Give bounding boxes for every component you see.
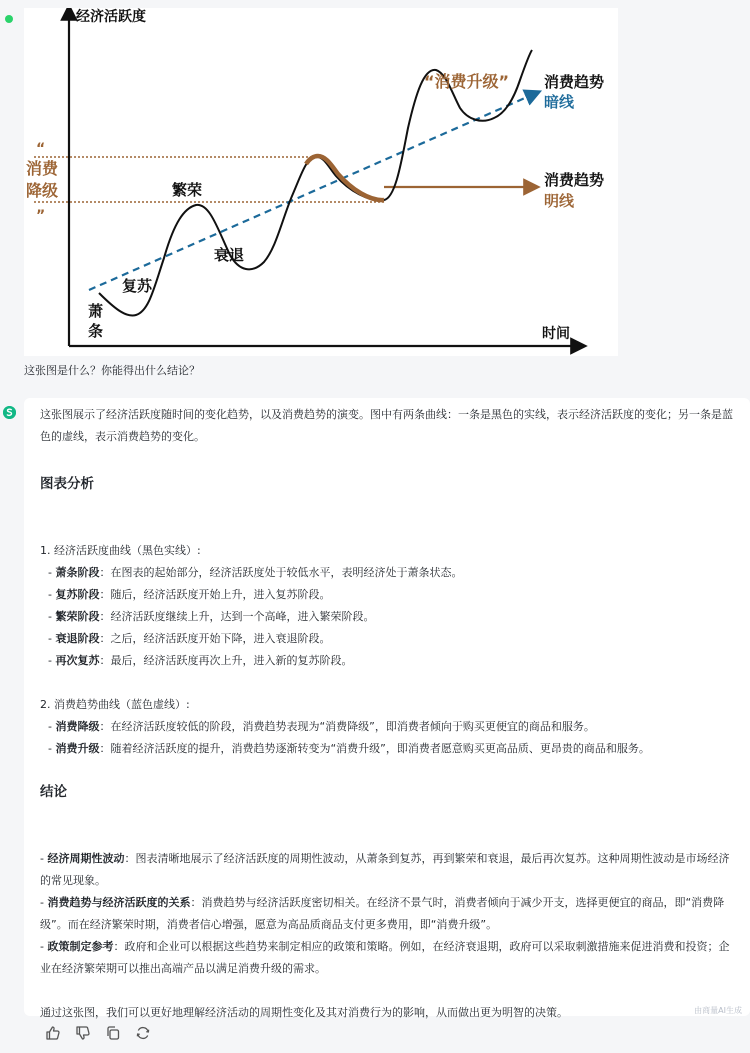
- user-indicator-dot: [5, 15, 13, 23]
- bright-trend-title: 消费趋势: [544, 171, 605, 189]
- conclusion-list: [40, 848, 736, 980]
- stage-recession-label: 衰退: [214, 246, 245, 264]
- stage-prosperity-label: 繁荣: [172, 181, 203, 199]
- list-item: - 政策制定参考：政府和企业可以根据这些趋势来制定相应的政策和策略。例如，在经济衰退期，政府可以采取刺激措施来促进消费和投资；企业在经济繁荣期可以推出高端产品以满足消费升级的需求。: [40, 940, 730, 975]
- list-item: - 萧条阶段：在图表的起始部分，经济活跃度处于较低水平，表明经济处于萧条状态。: [48, 566, 463, 579]
- item1-title: 1. 经济活跃度曲线（黑色实线）:: [40, 544, 201, 557]
- analysis-heading: 图表分析: [40, 476, 94, 492]
- item1-bullet-list: [40, 562, 736, 672]
- copy-icon[interactable]: [104, 1024, 122, 1042]
- ai-generated-watermark: 由商量AI生成: [694, 1006, 742, 1015]
- stage-depression-label-2: 条: [88, 322, 104, 340]
- dark-trend-title: 消费趋势: [544, 73, 605, 91]
- list-item: - 衰退阶段：之后，经济活跃度开始下降，进入衰退阶段。: [48, 632, 331, 645]
- regenerate-icon[interactable]: [134, 1024, 152, 1042]
- list-item: - 再次复苏：最后，经济活跃度再次上升，进入新的复苏阶段。: [48, 654, 353, 667]
- y-axis-label: 经济活跃度: [76, 9, 146, 25]
- list-item: - 复苏阶段：随后，经济活跃度开始上升，进入复苏阶段。: [48, 588, 331, 601]
- dark-trend-line: [89, 94, 534, 290]
- item2-bullet-list: [40, 716, 736, 760]
- downgrade-label-open-quote: “: [36, 141, 46, 157]
- x-axis-label: 时间: [542, 326, 570, 342]
- downgrade-label-line2: 降级: [26, 181, 59, 200]
- bright-trend-subtitle: 明线: [544, 192, 575, 210]
- list-item: - 消费趋势与经济活跃度的关系：消费趋势与经济活跃度密切相关。在经济不景气时，消费者倾向于减少开支，选择更便宜的商品，即“消费降级”。而在经济繁荣时期，消费者信心增强，愿意为高品质商品支付更多费用，即“消费升级”。: [40, 896, 725, 931]
- stage-recovery-label: 复苏: [122, 277, 153, 295]
- thumbs-up-icon[interactable]: [44, 1024, 62, 1042]
- economic-cycle-chart: [24, 8, 618, 356]
- upgrade-label: “消费升级”: [424, 72, 510, 91]
- downgrade-label-line1: 消费: [26, 159, 59, 178]
- user-question: 这张图是什么？你能得出什么结论？: [24, 364, 200, 377]
- stage-depression-label-1: 萧: [88, 302, 104, 320]
- dark-trend-subtitle: 暗线: [544, 93, 575, 111]
- list-item: - 消费升级：随着经济活跃度的提升，消费趋势逐渐转变为“消费升级”，即消费者愿意购买更高品质、更昂贵的商品和服务。: [48, 742, 650, 755]
- answer-intro: 这张图展示了经济活跃度随时间的变化趋势，以及消费趋势的演变。图中有两条曲线：一条是黑色的实线，表示经济活跃度的变化；另一条是蓝色的虚线，表示消费趋势的变化。: [40, 408, 733, 443]
- answer-closing: 通过这张图，我们可以更好地理解经济活动的周期性变化及其对消费行为的影响，从而做出更为明智的决策。: [40, 1006, 568, 1019]
- message-action-bar: [44, 1024, 152, 1042]
- ai-answer-card: [24, 398, 750, 1019]
- conclusion-heading: 结论: [40, 784, 67, 800]
- uploaded-chart-image: [24, 8, 618, 356]
- ai-avatar-icon: [3, 406, 16, 419]
- list-item: - 经济周期性波动：图表清晰地展示了经济活跃度的周期性波动，从萧条到复苏，再到繁荣和衰退，最后再次复苏。这种周期性波动是市场经济的常见现象。: [40, 852, 730, 887]
- list-item: - 消费降级：在经济活跃度较低的阶段，消费趋势表现为“消费降级”，即消费者倾向于购买更便宜的商品和服务。: [48, 720, 595, 733]
- list-item: - 繁荣阶段：经济活跃度继续上升，达到一个高峰，进入繁荣阶段。: [48, 610, 375, 623]
- thumbs-down-icon[interactable]: [74, 1024, 92, 1042]
- item2-title: 2. 消费趋势曲线（蓝色虚线）:: [40, 698, 190, 711]
- downgrade-label-close-quote: ”: [36, 208, 46, 224]
